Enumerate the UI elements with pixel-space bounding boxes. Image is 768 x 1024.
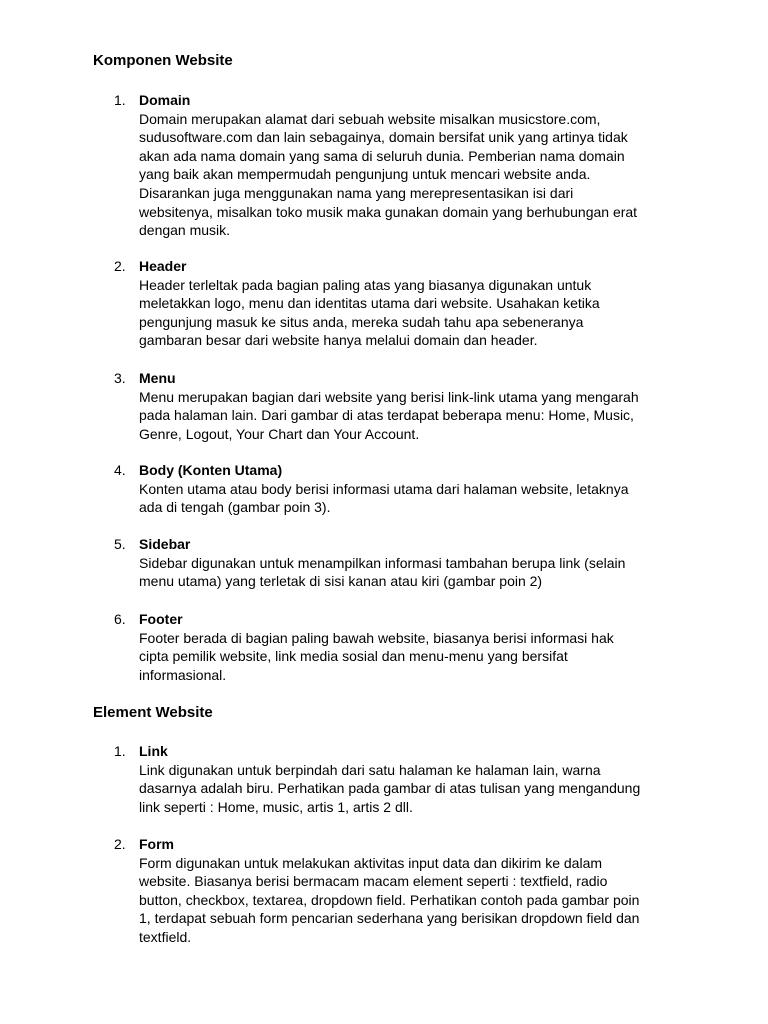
text-line: Genre, Logout, Your Chart dan Your Account. [139,425,420,442]
list-item-number: 1. [114,92,126,108]
text-line: Konten utama atau body berisi informasi utama dari halaman website, letaknya [139,480,629,497]
list-item-number: 3. [114,370,126,386]
list-item-body [139,257,694,350]
list-item-number: 6. [114,611,126,627]
text-line: ada di tengah (gambar poin 3). [139,499,331,516]
text-line: meletakkan logo, menu dan identitas utama dari website. Usahakan ketika [139,295,600,312]
list-item-heading: Menu [139,370,176,386]
text-line: menu utama) yang terletak di sisi kanan atau kiri (gambar poin 2) [139,573,543,590]
text-line: cipta pemilik website, link media sosial dan menu-menu yang bersifat [139,648,568,665]
list-item-body [139,610,694,684]
list-item-body [139,369,694,443]
list-item-heading: Link [139,743,168,759]
text-line: sudusoftware.com dan lain sebagainya, domain bersifat unik yang artinya tidak [139,129,628,146]
text-line: link seperti : Home, music, artis 1, artis 2 dll. [139,798,413,815]
text-line: Domain merupakan alamat dari sebuah website misalkan musicstore.com, [139,110,601,127]
text-line: gambaran besar dari website hanya melalui domain dan header. [139,332,538,349]
text-line: akan ada nama domain yang sama di seluruh dunia. Pemberian nama domain [139,147,625,164]
list-item-body [139,91,694,240]
list-item-number: 5. [114,536,126,552]
list-item-heading: Body (Konten Utama) [139,462,283,478]
text-line: website. Biasanya berisi bermacam macam element seperti : textfield, radio [139,873,608,890]
list-item-heading: Header [139,258,187,274]
text-line: websitenya, misalkan toko musik maka gunakan domain yang berhubungan erat [139,203,638,220]
list-item-body [139,742,694,816]
list-item-text [139,629,694,685]
list-item-heading: Form [139,836,174,852]
list-item-text [139,110,694,240]
text-line: Disarankan juga menggunakan nama yang merepresentasikan isi dari [139,184,574,201]
list-item-text [139,388,694,444]
text-line: Menu merupakan bagian dari website yang berisi link-link utama yang mengarah [139,388,639,405]
list-item-body [139,535,694,591]
text-line: yang baik akan mempermudah pengunjung untuk mencari website anda. [139,166,591,183]
list-item-number: 2. [114,836,126,852]
list-item-heading: Sidebar [139,536,191,552]
text-line: pengunjung masuk ke situs anda, mereka sudah tahu apa sebeneranya [139,313,584,330]
list-item-text [139,761,694,817]
list-item-body [139,461,694,517]
list-item-number: 4. [114,462,126,478]
text-line: textfield. [139,928,192,945]
list-item-number: 2. [114,258,126,274]
list-item-text [139,480,694,517]
text-line: Link digunakan untuk berpindah dari satu halaman ke halaman lain, warna [139,761,601,778]
text-line: Footer berada di bagian paling bawah website, biasanya berisi informasi hak [139,629,614,646]
text-line: pada halaman lain. Dari gambar di atas terdapat beberapa menu: Home, Music, [139,407,634,424]
text-line: 1, terdapat sebuah form pencarian sederhana yang berisikan dropdown field dan [139,910,640,927]
text-line: dengan musik. [139,222,231,239]
text-line: informasional. [139,666,227,683]
text-line: Form digunakan untuk melakukan aktivitas input data dan dikirim ke dalam [139,854,603,871]
list-item-body [139,835,694,947]
text-line: dasarnya adalah biru. Perhatikan pada gambar di atas tulisan yang mengandung [139,780,641,797]
list-item-text [139,854,694,947]
list-item-heading: Footer [139,611,183,627]
section-title-komponen-website: Komponen Website [93,52,233,69]
text-line: Header terleltak pada bagian paling atas yang biasanya digunakan untuk [139,276,592,293]
text-line: button, checkbox, textarea, dropdown field. Perhatikan contoh pada gambar poin [139,891,640,908]
text-line: Sidebar digunakan untuk menampilkan informasi tambahan berupa link (selain [139,554,626,571]
list-item-text [139,554,694,591]
list-item-number: 1. [114,743,126,759]
section-title-element-website: Element Website [93,704,213,721]
list-item-text [139,276,694,350]
list-item-heading: Domain [139,92,191,108]
